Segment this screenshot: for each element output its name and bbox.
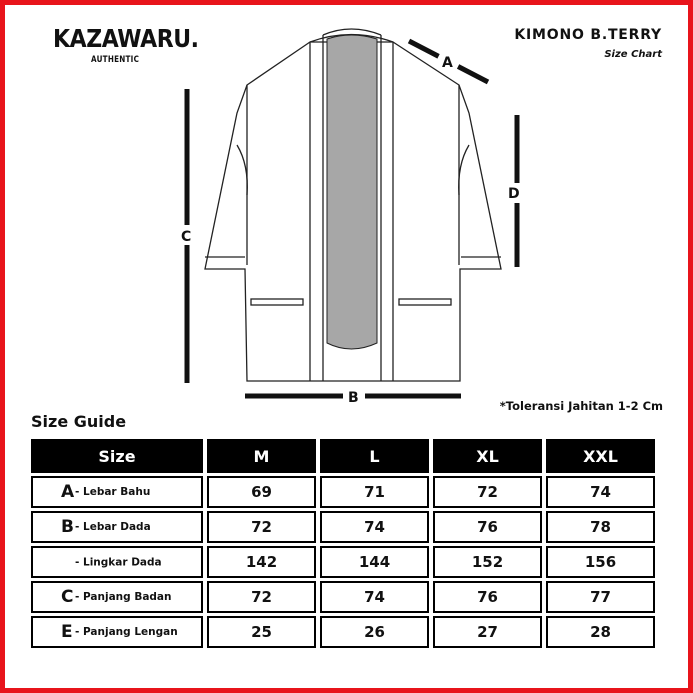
product-title: KIMONO B.TERRY [514, 27, 662, 43]
value-cell-xl: 27 [433, 616, 542, 648]
value-cell-xl: 72 [433, 476, 542, 508]
value-cell-l: 71 [320, 476, 429, 508]
header-m: M [207, 439, 316, 473]
value-cell-xl: 76 [433, 511, 542, 543]
measurement-cell [31, 581, 203, 613]
value-cell-xxl: 74 [546, 476, 655, 508]
value-cell-l: 74 [320, 581, 429, 613]
size-header-row [31, 439, 655, 473]
value-cell-xl: 76 [433, 581, 542, 613]
dimension-label-b: B [348, 390, 359, 406]
table-row [31, 546, 655, 578]
value-cell-l: 26 [320, 616, 429, 648]
brand-tagline: AUTHENTIC [91, 55, 140, 65]
size-guide-table [27, 436, 659, 651]
measurement-letter: B [61, 517, 74, 537]
value-cell-xl: 152 [433, 546, 542, 578]
measurement-cell [31, 476, 203, 508]
brand-name: KAZAWARU. [53, 24, 199, 53]
dimension-label-a: A [442, 55, 453, 71]
measurement-letter: A [61, 482, 75, 502]
kimono-diagram [5, 5, 693, 415]
table-row [31, 476, 655, 508]
value-cell-m: 25 [207, 616, 316, 648]
measurement-letter: C [61, 587, 74, 607]
header-l: L [320, 439, 429, 473]
measurement-label: - Lebar Dada [75, 521, 151, 533]
size-guide-title: Size Guide [31, 412, 127, 431]
value-cell-m: 142 [207, 546, 316, 578]
value-cell-m: 72 [207, 511, 316, 543]
dimension-label-c: C [181, 229, 192, 245]
measurement-cell [31, 546, 203, 578]
table-row [31, 511, 655, 543]
header-size: Size [31, 439, 203, 473]
value-cell-l: 74 [320, 511, 429, 543]
table-row [31, 616, 655, 648]
value-cell-l: 144 [320, 546, 429, 578]
measurement-cell [31, 511, 203, 543]
kimono-inner-lining [327, 35, 377, 349]
measurement-label: - Panjang Lengan [75, 626, 178, 638]
value-cell-xxl: 156 [546, 546, 655, 578]
chart-subtitle: Size Chart [604, 49, 662, 60]
value-cell-xxl: 77 [546, 581, 655, 613]
header-xl: XL [433, 439, 542, 473]
value-cell-xxl: 28 [546, 616, 655, 648]
header-xxl: XXL [546, 439, 655, 473]
tolerance-note: *Toleransi Jahitan 1-2 Cm [499, 399, 663, 413]
value-cell-m: 69 [207, 476, 316, 508]
table-row [31, 581, 655, 613]
value-cell-m: 72 [207, 581, 316, 613]
measurement-label: - Lingkar Dada [75, 556, 162, 569]
measurement-cell [31, 616, 203, 648]
dimension-label-d: D [508, 186, 520, 202]
measurement-letter: E [61, 622, 73, 642]
measurement-label: - Lebar Bahu [75, 486, 151, 498]
value-cell-xxl: 78 [546, 511, 655, 543]
measurement-label: - Panjang Badan [75, 591, 172, 603]
